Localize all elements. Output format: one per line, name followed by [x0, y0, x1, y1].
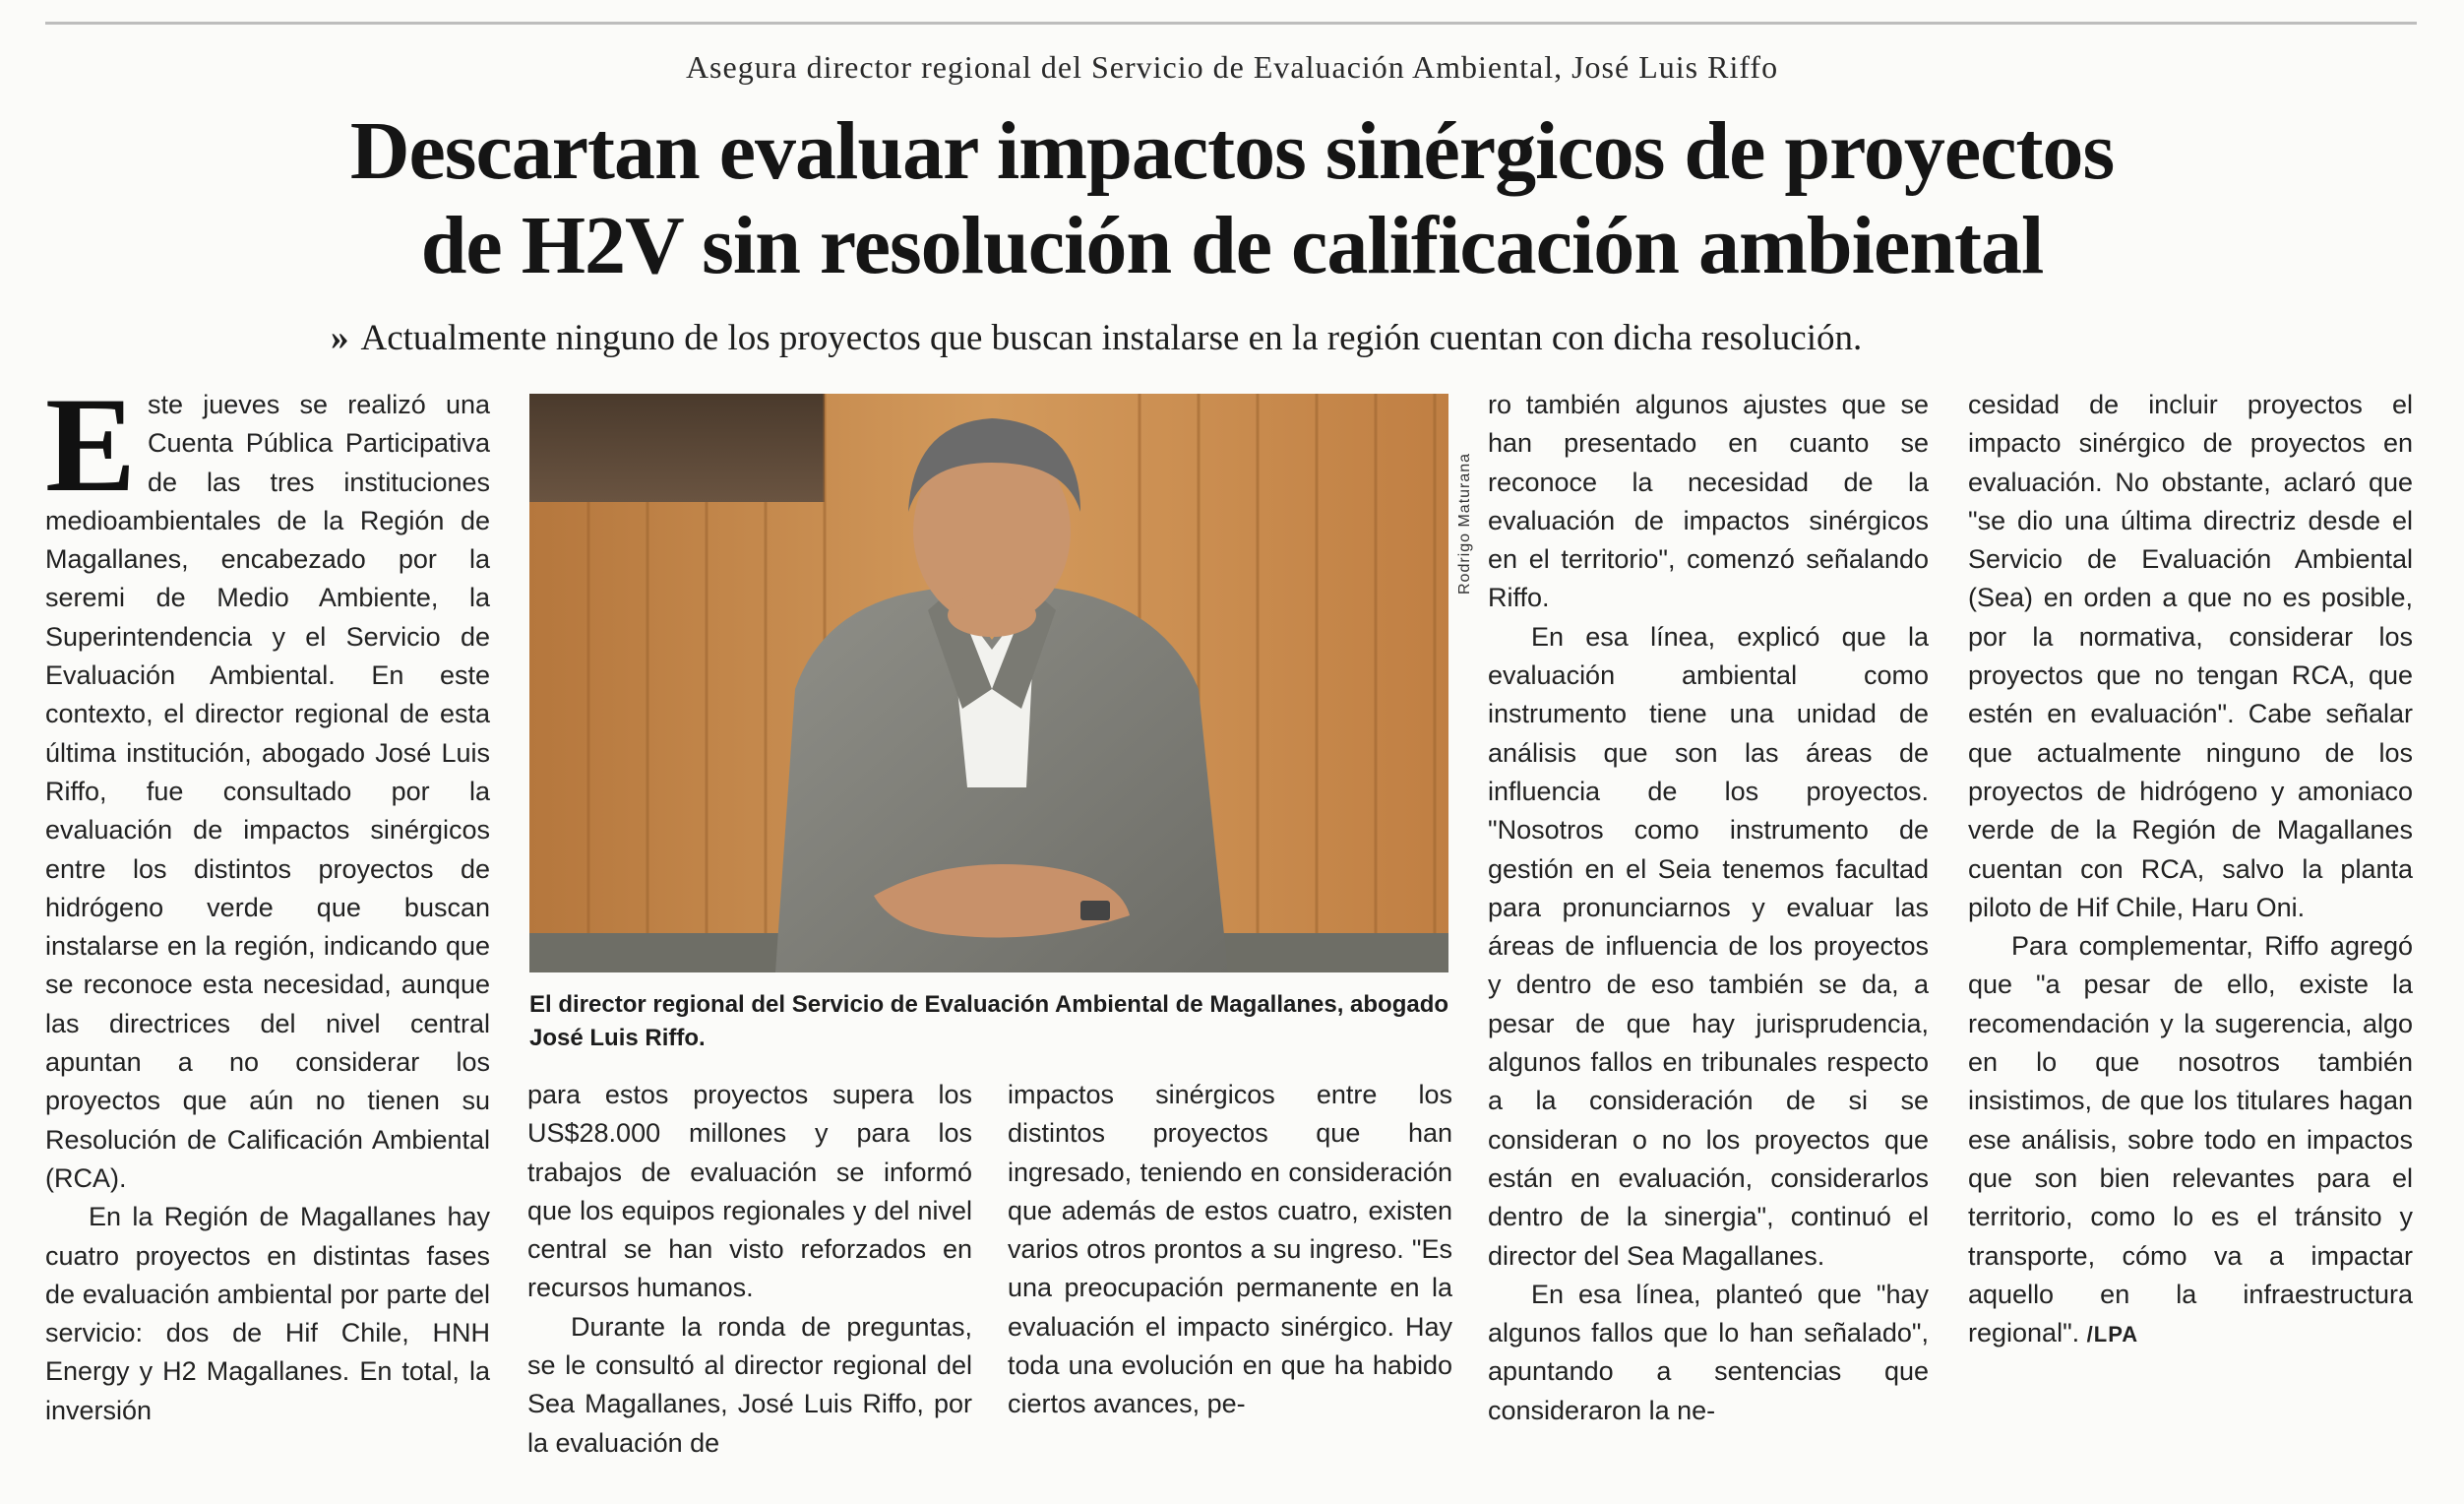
paragraph [1968, 927, 2413, 1353]
column-5 [1968, 386, 2413, 1353]
drop-cap: E [45, 369, 137, 520]
column-1 [45, 369, 490, 1430]
article-photo [529, 394, 1448, 972]
kicker: Asegura director regional del Servicio de Evaluación Ambiental, José Luis Riffo [685, 49, 1779, 85]
photo-caption: El director regional del Servicio de Evaluación Ambiental de Magallanes, abogado José Luis Riffo. [529, 991, 1449, 1051]
column-3 [1008, 1076, 1452, 1424]
signoff: /LPA [2086, 1322, 2139, 1347]
headline-line-2: de H2V sin resolución de calificación ambiental [420, 200, 2044, 291]
column-2 [527, 1076, 972, 1463]
paragraph: En la Región de Magallanes hay cuatro proyectos en distintas fases de evaluación ambiental por parte del servicio: dos de Hif Chile, HNH Energy y H2 Magallanes. En total, la inversión [45, 1202, 490, 1425]
paragraph: para estos proyectos supera los US$28.000 millones y para los trabajos de evaluación se informó que los equipos regionales y del nivel central se han visto reforzados en recursos humanos. [527, 1080, 972, 1303]
deck [331, 317, 2200, 359]
paragraph: cesidad de incluir proyectos el impacto sinérgico de proyectos en evaluación. No obstante, aclaró que "se dio una última directriz desde el Servicio de Evaluación Ambiental (Sea) en orden a que no es posible, por la normativa, considerar los proyectos que no tengan RCA, que estén en evaluación". Cabe señalar que actualmente ninguno de los proyectos de hidrógeno y amoniaco verde de la Región de Magallanes cuentan con RCA, salvo la planta piloto de Hif Chile, Haru Oni. [1968, 390, 2413, 922]
paragraph-text: Para complementar, Riffo agregó que "a pesar de ello, existe la recomendación y la sugerencia, algo en lo que nosotros también insistimos, de que los titulares hagan ese análisis, sobre todo en impactos que son bien relevantes para el territorio, como lo es el tránsito y transporte, cómo va a impactar aquello en la infraestructura regional". [1968, 931, 2413, 1348]
photo-credit: Rodrigo Maturana [1456, 452, 1473, 595]
top-rule [45, 22, 2417, 25]
chevron-right-icon: » [331, 318, 349, 358]
paragraph: En esa línea, explicó que la evaluación ambiental como instrumento tiene una unidad de análisis que son las áreas de influencia de los proyectos. "Nosotros como instrumento de gestión en el Seia tenemos facultad para pronunciarnos y evaluar las áreas de influencia de los proyectos y dentro de eso también se da, a pesar de que hay jurisprudencia, algunos fallos en tribunales respecto a la consideración de si se consideran o no los proyectos que están en evaluación, considerarlos dentro de la sinergia", continuó el director del Sea Magallanes. [1488, 621, 1929, 1271]
paragraph: impactos sinérgicos entre los distintos proyectos que han ingresado, teniendo en consideración que además de estos cuatro, existen varios otros prontos a su ingreso. "Es una preocupación permanente en la evaluación el impacto sinérgico. Hay toda una evolución en que ha habido ciertos avances, pe- [1008, 1080, 1452, 1419]
paragraph: En esa línea, planteó que "hay algunos fallos que lo han señalado", apuntando a sentencias que consideraron la ne- [1488, 1279, 1929, 1425]
photo-portrait-image [529, 394, 1448, 972]
paragraph: Durante la ronda de preguntas, se le consultó al director regional del Sea Magallanes, José Luis Riffo, por la evaluación de [527, 1311, 972, 1458]
paragraph: ro también algunos ajustes que se han presentado en cuanto se reconoce la necesidad de la evaluación de impactos sinérgicos en el territorio", comenzó señalando Riffo. [1488, 390, 1929, 613]
paragraph: ste jueves se realizó una Cuenta Pública Participativa de las tres instituciones medioambientales de la Región de Magallanes, encabezado por la seremi de Medio Ambiente, la Superintendencia y el Servicio de Evaluación Ambiental. En este contexto, el director regional de esta última institución, abogado José Luis Riffo, fue consultado por la evaluación de impactos sinérgicos entre los distintos proyectos de hidrógeno verde que buscan instalarse en la región, indicando que se reconoce esta necesidad, aunque las directrices del nivel central apuntan a no considerar los proyectos que aún no tienen su Resolución de Calificación Ambiental (RCA). [45, 390, 490, 1193]
deck-text: Actualmente ninguno de los proyectos que buscan instalarse en la región cuentan con dicha resolución. [360, 318, 1863, 358]
column-4 [1488, 386, 1929, 1430]
headline [0, 104, 2464, 293]
headline-line-1: Descartan evaluar impactos sinérgicos de proyectos [349, 105, 2115, 197]
